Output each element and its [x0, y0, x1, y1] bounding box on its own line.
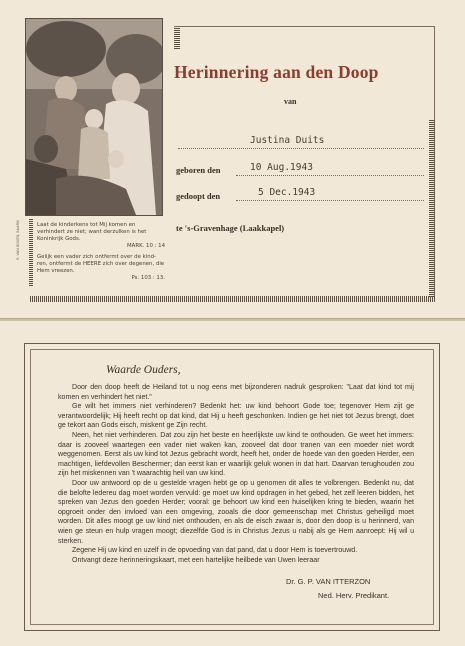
frame-ornament-right [429, 120, 435, 298]
born-line [236, 175, 424, 176]
frame-ornament-left [174, 28, 180, 50]
born-date: 10 Aug.1943 [250, 162, 313, 173]
letter-body [58, 383, 414, 565]
letter-paragraph: Neen, het niet verhinderen. Dat zou zijn het beste en heerlijkste uw kind te onthouden. Ge weet het immers: daar is zooveel waartegen een vader niet waken kan, zooveel dat door tranen van een moeder niet wordt weggenomen. Eerst als uw kind tot Jezus gebracht wordt, heeft het, onder de hoede van den goeden Herder, een machtigen, liefdevollen Beschermer; dan eerst kan er waarlijk geluk wonen in dat hart. Daarvan terughouden zou zijn het miskennen van 't waarachtig heil van uw kind. [58, 431, 414, 478]
van-label: van [284, 97, 297, 106]
letter-paragraph: Door uw antwoord op de u gestelde vragen hebt ge op u genomen dit alles te volbrengen. Bedenkt nu, dat die belofte ledereu dag moet worden vervuld: ge moet uw kind opdragen in het gebed, het zelf leeren bidden, het spreken van Jezus den goeden Herder; vooral: ge behoort uw kind een huiselijken kring te bieden, waarin het opgroeit onder den invloed van een omgeving, zooals die door gemeenschap met Christus geheiligd moet worden. Dit alles moogt ge uw kind niet onthouden, en als de eisch zwaar is, door den doop is u herinnerd, van wien ge steun en hulp vragen moogt; diezelfde God is in Christus Jezus u nabij als ge Hem aanroept: Hij wil u sterken. [58, 479, 414, 545]
place-label: te 's-Gravenhage (Laakkapel) [176, 223, 285, 233]
baptized-label: gedoopt den [176, 191, 221, 201]
letter-greeting: Waarde Ouders, [106, 364, 181, 376]
verse-ornament-rule [29, 219, 33, 287]
born-label: geboren den [176, 165, 221, 175]
religious-illustration [25, 18, 163, 216]
publisher-side-text: R. VAN BOVEN, BAARN [16, 220, 20, 260]
child-name: Justina Duits [250, 135, 325, 146]
signer-role: Ned. Herv. Predikant. [318, 591, 390, 600]
signer-name: Dr. G. P. VAN ITTERZON [286, 577, 371, 586]
baptized-line [236, 200, 424, 201]
letter-paragraph: Zegene Hij uw kind en uzelf in de opvoeding van dat pand, dat u door Hem is toevertrouwd. [72, 547, 358, 555]
card-title: Herinnering aan den Doop [174, 62, 379, 82]
verse-2-text: Gelijk een vader zich ontfermt over de kind-ren, ontfermt de HEERE zich over degenen, die Hem vreezen. [37, 254, 165, 274]
letter-paragraph: Door den doop heeft de Heiland tot u nog eens met bijzonderen nadruk gesproken: "Laat dat kind tot mij komen en verhindert het niet." [58, 384, 414, 401]
baptism-card-front [0, 0, 465, 319]
verse-1-reference: MARK. 10 : 14 [126, 243, 165, 249]
verse-1-text: Laat de kinderkens tot Mij komen en verhindert ze niet; want derzulken is het Koninkrijk Gods. [37, 222, 147, 242]
jesus-with-children-image [26, 19, 162, 215]
frame-ornament-bottom [30, 296, 435, 302]
verse-2-reference: Ps. 103 : 13. [131, 275, 165, 281]
letter-paragraph: Ge wilt het immers niet verhinderen? Bedenkt het: uw kind behoort Gode toe; tegenover Hem zijt ge verantwoordelijk; Hij heeft recht op dat kind, dat Hij u heeft geschonken. Indien ge het niet tot Jezus brengt, doet ge tekort aan Gods eisch, miskent ge Zijn recht. [58, 403, 414, 430]
name-line [178, 148, 424, 149]
letter-paragraph: Ontvangt deze herinneringskaart, met een hartelijke heilbede van Uwen leeraar [72, 556, 320, 564]
bible-verses [37, 222, 165, 282]
baptized-date: 5 Dec.1943 [258, 187, 316, 198]
